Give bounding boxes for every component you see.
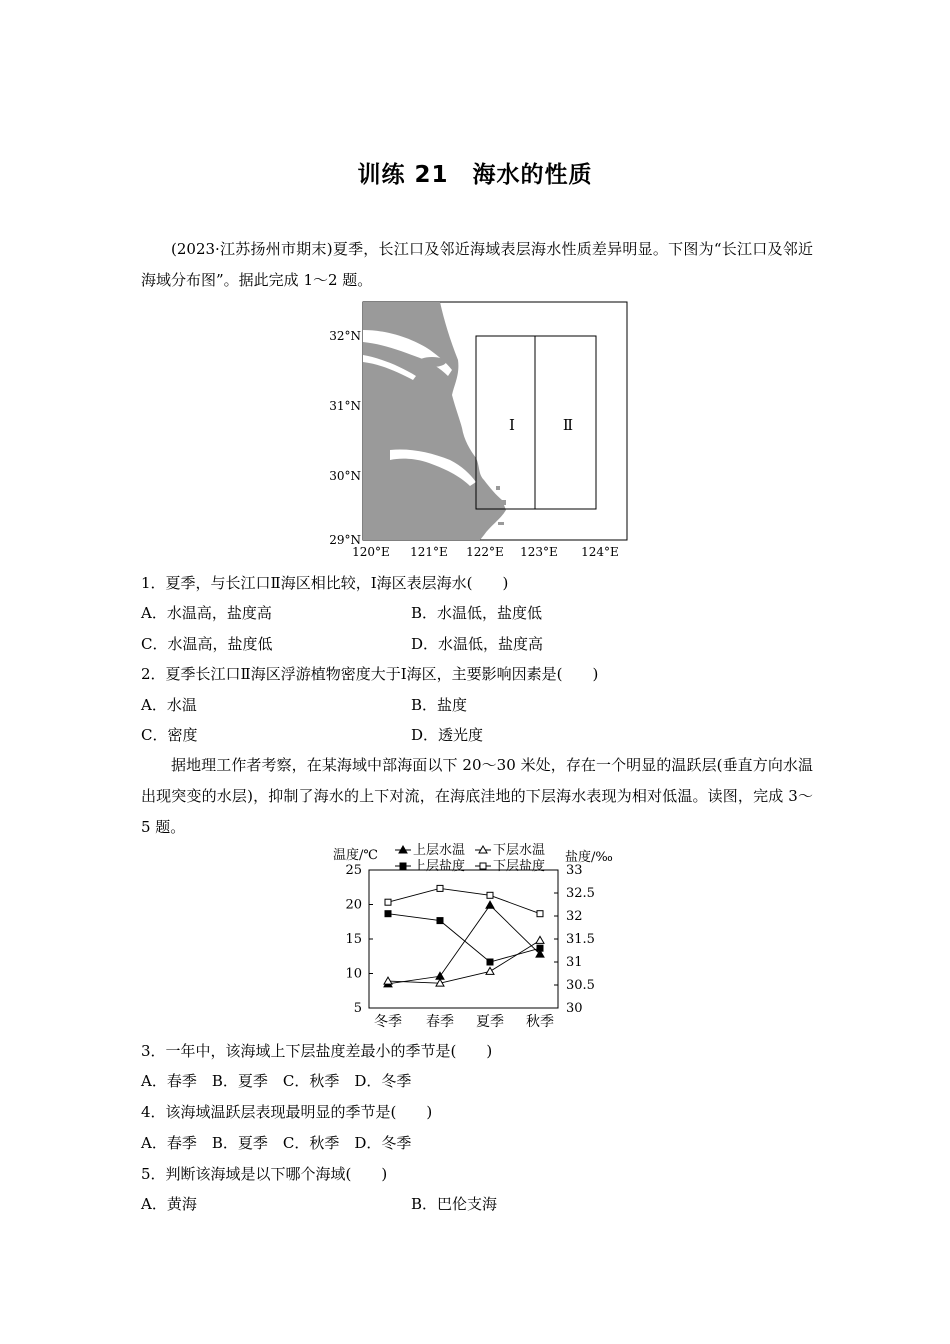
- chongming-island: [418, 357, 446, 367]
- zone-2-label: Ⅱ: [562, 416, 574, 434]
- series-line-3: [388, 888, 540, 913]
- chart-ylabel-left: 温度/℃: [333, 848, 378, 863]
- series-point-3: [537, 911, 543, 917]
- question-1-option-a[interactable]: A．水温高，盐度高: [141, 604, 272, 622]
- right-tick-label: 30: [566, 1001, 583, 1016]
- latitude-labels: [329, 329, 361, 547]
- lon-label-124: 124°E: [581, 545, 619, 559]
- lon-label-123: 123°E: [520, 545, 558, 559]
- question-1-option-c[interactable]: C．水温高，盐度低: [141, 635, 273, 653]
- right-tick-label: 33: [566, 863, 583, 878]
- intro-paragraph-1: (2023·江苏扬州市期末)夏季，长江口及邻近海域表层海水性质差异明显。下图为“长江口及邻近海域分布图”。据此完成 1～2 题。: [141, 240, 813, 289]
- legend-label: 下层盐度: [493, 859, 546, 874]
- right-tick-label: 31: [566, 955, 583, 970]
- page-title: 训练 21 海水的性质: [357, 162, 593, 188]
- series-lines: [388, 888, 540, 983]
- left-tick-label: 25: [345, 863, 362, 878]
- intro-paragraph-2: 据地理工作者考察，在某海域中部海面以下 20～30 米处，存在一个明显的温跃层(垂直方向水温出现突变的水层)，抑制了海水的上下对流，在海底洼地的下层海水表现为相对低温。读图，完成 3～5 题。: [141, 756, 813, 836]
- chart-ylabel-right: 盐度/‰: [565, 850, 613, 865]
- left-tick-label: 15: [345, 932, 362, 947]
- question-5-option-b[interactable]: B．巴伦支海: [411, 1195, 498, 1213]
- question-2-option-a[interactable]: A．水温: [141, 696, 197, 714]
- x-tick-label: 秋季: [526, 1014, 554, 1028]
- question-3-stem: 3．一年中，该海域上下层盐度差最小的季节是( ): [141, 1042, 493, 1060]
- right-tick-label: 31.5: [566, 932, 595, 947]
- right-axis-ticks: [554, 863, 595, 1016]
- plot-frame: [369, 870, 558, 1008]
- lat-label-29: 29°N: [329, 533, 361, 547]
- series-point-1: [536, 936, 544, 943]
- question-2-option-b[interactable]: B．盐度: [411, 696, 468, 714]
- series-point-2: [385, 911, 391, 917]
- question-2-option-d[interactable]: D．透光度: [411, 726, 484, 744]
- lat-label-30: 30°N: [329, 469, 361, 483]
- series-point-1: [384, 977, 392, 984]
- question-5-stem: 5．判断该海域是以下哪个海域( ): [141, 1165, 388, 1183]
- question-1-stem: 1．夏季，与长江口Ⅱ海区相比较，Ⅰ海区表层海水( ): [141, 574, 509, 592]
- question-1-option-d[interactable]: D．水温低，盐度高: [411, 635, 544, 653]
- lat-label-32: 32°N: [329, 329, 361, 343]
- lat-label-31: 31°N: [329, 399, 361, 413]
- question-5-option-a[interactable]: A．黄海: [141, 1195, 197, 1213]
- series-point-0: [486, 901, 494, 908]
- legend-label: 下层水温: [493, 843, 546, 858]
- right-tick-label: 30.5: [566, 978, 595, 993]
- legend-marker: [400, 863, 406, 869]
- series-point-3: [385, 899, 391, 905]
- yangtze-estuary-map: [320, 300, 650, 570]
- temperature-salinity-chart: [325, 843, 625, 1028]
- series-markers: [384, 885, 544, 986]
- series-point-3: [487, 892, 493, 898]
- series-point-2: [537, 945, 543, 951]
- question-4-stem: 4．该海域温跃层表现最明显的季节是( ): [141, 1103, 433, 1121]
- series-line-2: [388, 914, 540, 962]
- left-tick-label: 5: [353, 1001, 362, 1016]
- series-point-2: [437, 918, 443, 924]
- longitude-labels: [352, 545, 619, 559]
- x-tick-label: 春季: [426, 1014, 454, 1028]
- question-1-option-b[interactable]: B．水温低，盐度低: [411, 604, 543, 622]
- question-4-options[interactable]: A．春季 B．夏季 C．秋季 D．冬季: [141, 1134, 412, 1152]
- series-point-3: [437, 885, 443, 891]
- lon-label-122: 122°E: [466, 545, 504, 559]
- legend-label: 上层盐度: [413, 859, 466, 874]
- right-tick-label: 32.5: [566, 886, 595, 901]
- x-tick-label: 夏季: [476, 1014, 504, 1028]
- chart-legend: [395, 843, 545, 874]
- legend-label: 上层水温: [413, 843, 466, 858]
- right-tick-label: 32: [566, 909, 583, 924]
- question-3-options[interactable]: A．春季 B．夏季 C．秋季 D．冬季: [141, 1072, 412, 1090]
- left-tick-label: 20: [345, 897, 362, 913]
- question-2-stem: 2．夏季长江口Ⅱ海区浮游植物密度大于Ⅰ海区，主要影响因素是( ): [141, 665, 599, 683]
- legend-marker: [480, 863, 486, 869]
- lon-label-120: 120°E: [352, 545, 390, 559]
- x-axis-ticks: [374, 1013, 554, 1028]
- series-line-1: [388, 940, 540, 983]
- series-point-1: [486, 967, 494, 974]
- question-2-option-c[interactable]: C．密度: [141, 726, 198, 744]
- lon-label-121: 121°E: [410, 545, 448, 559]
- x-tick-label: 冬季: [374, 1014, 402, 1028]
- left-tick-label: 10: [345, 966, 362, 982]
- zone-1-label: Ⅰ: [509, 416, 515, 434]
- series-point-2: [487, 959, 493, 965]
